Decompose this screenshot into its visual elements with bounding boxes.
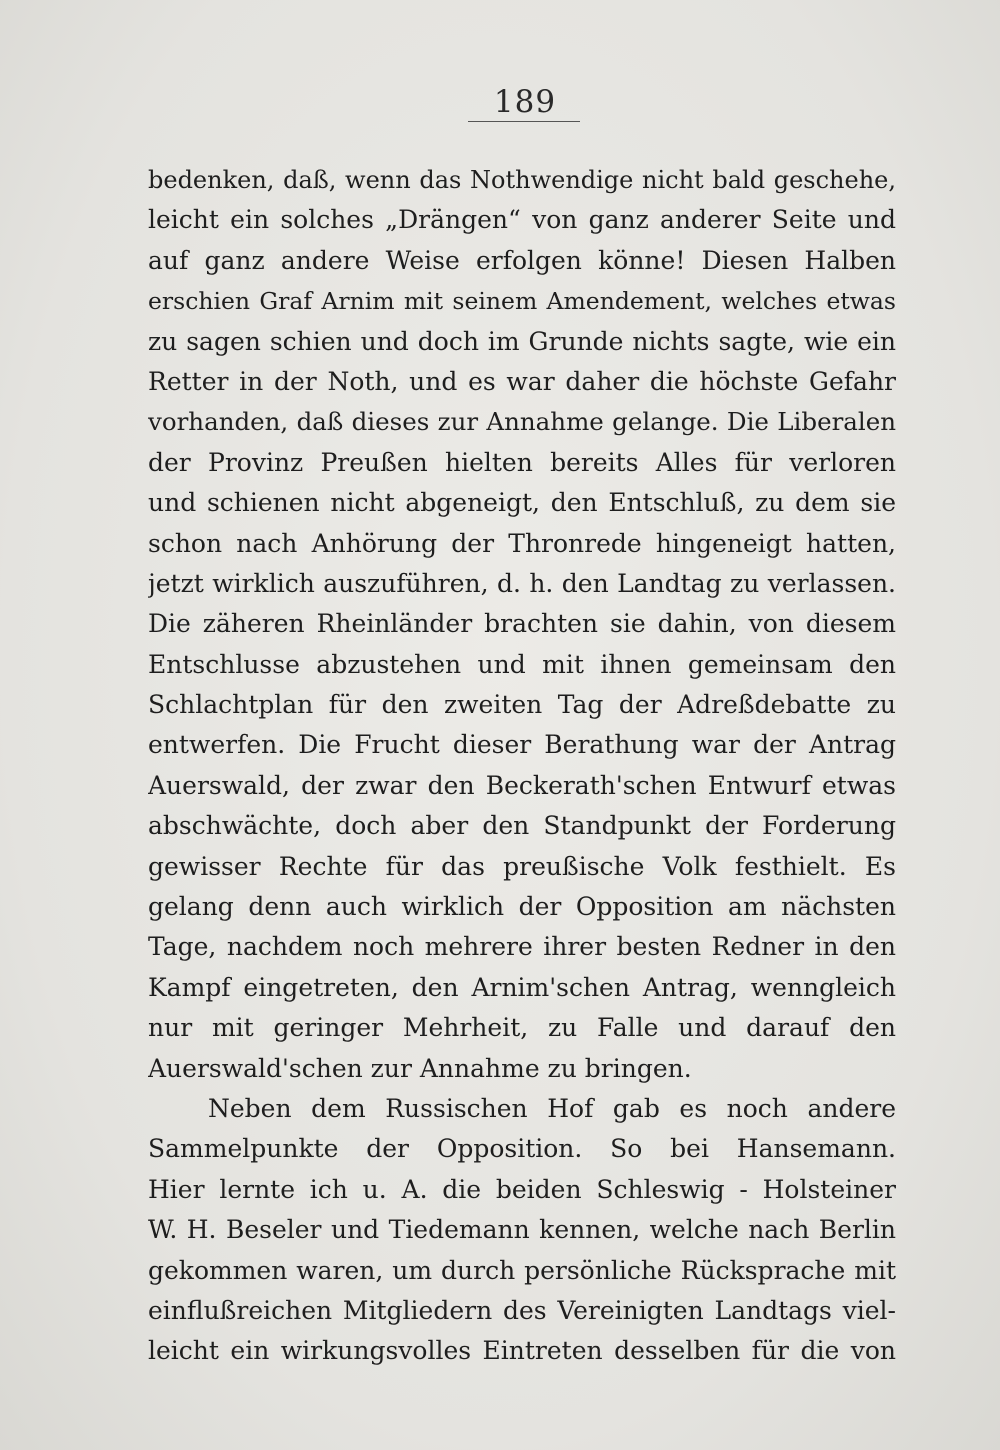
text-line: einflußreichen Mitgliedern des Vereinigten Landtags viel- [148,1295,896,1325]
text-line: jetzt wirklich auszuführen, d. h. den Landtag zu verlassen. [148,568,896,598]
text-line: gewisser Rechte für das preußische Volk festhielt. Es [148,851,896,881]
text-line: auf ganz andere Weise erfolgen könne! Diesen Halben [148,245,896,275]
page-number: 189 [493,84,557,120]
header-rule [468,121,580,122]
text-line: Schlachtplan für den zweiten Tag der Adreßdebatte zu [148,690,896,720]
text-line: der Provinz Preußen hielten bereits Alles für verloren [148,447,896,477]
text-line: gekommen waren, um durch persönliche Rücksprache mit [148,1255,896,1285]
text-line: bedenken, daß, wenn das Nothwendige nicht bald geschehe, [148,166,896,194]
text-line: abschwächte, doch aber den Standpunkt der Forderung [148,811,896,841]
text-line: gelang denn auch wirklich der Opposition am nächsten [148,892,896,922]
text-line: leicht ein solches „Drängen“ von ganz anderer Seite und [148,205,896,235]
text-line: Hier lernte ich u. A. die beiden Schleswig - Holsteiner [148,1174,896,1204]
paragraph-last-line: Auerswald'schen zur Annahme zu bringen. [148,1053,692,1083]
text-line: Entschlusse abzustehen und mit ihnen gemeinsam den [148,649,896,679]
text-line: entwerfen. Die Frucht dieser Berathung war der Antrag [148,730,896,760]
text-line: und schienen nicht abgeneigt, den Entschluß, zu dem sie [148,488,896,518]
text-line: leicht ein wirkungsvolles Eintreten desselben für die von [148,1336,896,1366]
body-text [148,160,896,1372]
text-line: Sammelpunkte der Opposition. So bei Hansemann. [148,1134,896,1164]
text-line: W. H. Beseler und Tiedemann kennen, welche nach Berlin [148,1215,896,1245]
text-line: Auerswald, der zwar den Beckerath'schen Entwurf etwas [148,770,896,800]
text-line: schon nach Anhörung der Thronrede hingeneigt hatten, [148,528,896,558]
text-line: Retter in der Noth, und es war daher die höchste Gefahr [148,366,896,396]
paragraph-first-line: Neben dem Russischen Hof gab es noch andere [208,1093,896,1123]
text-line: nur mit geringer Mehrheit, zu Falle und darauf den [148,1013,896,1043]
text-line: erschien Graf Arnim mit seinem Amendement, welches etwas [148,287,896,316]
text-line: vorhanden, daß dieses zur Annahme gelange. Die Liberalen [148,407,896,437]
text-line: Die zäheren Rheinländer brachten sie dahin, von diesem [148,609,896,639]
text-line: Kampf eingetreten, den Arnim'schen Antrag, wenngleich [148,972,896,1002]
text-line: zu sagen schien und doch im Grunde nichts sagte, wie ein [148,326,896,356]
text-line: Tage, nachdem noch mehrere ihrer besten Redner in den [148,932,896,962]
